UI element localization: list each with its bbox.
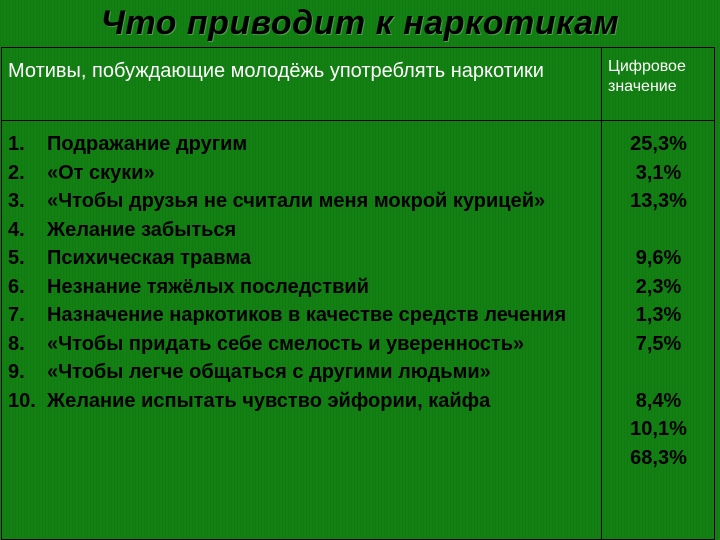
value-cell: 10,1%: [630, 418, 687, 440]
list-item: [8, 130, 596, 159]
list-item: [8, 387, 596, 416]
item-text: Психическая травма: [47, 247, 251, 269]
item-number: 4.: [8, 218, 25, 241]
header-value: Цифровое значение: [608, 58, 686, 95]
list-item: [8, 216, 596, 245]
item-number: 5.: [8, 247, 25, 269]
value-spacer: [602, 358, 715, 387]
item-text: Незнание тяжёлых последствий: [47, 275, 369, 298]
values-list: [602, 130, 715, 472]
slide-title: Что приводит к наркотикам: [100, 4, 620, 42]
item-text: «Чтобы придать себе смелость и уверенность»: [47, 332, 525, 355]
value-cell: 7,5%: [635, 332, 682, 355]
item-number: 1.: [8, 133, 25, 155]
list-item: [8, 187, 596, 216]
item-text: «Чтобы легче общаться с другими людьми»: [47, 361, 491, 383]
value-cell: 13,3%: [630, 190, 687, 212]
item-number: 10.: [8, 389, 36, 412]
item-number: 9.: [8, 361, 25, 383]
list-item: [8, 330, 596, 359]
list-item: [8, 159, 596, 188]
item-number: 3.: [8, 190, 25, 212]
value-cell: 1,3%: [635, 304, 682, 326]
header-divider: [2, 120, 714, 121]
item-text: Желание испытать чувство эйфории, кайфа: [47, 389, 491, 412]
value-cell: 3,1%: [635, 161, 682, 184]
item-number: 6.: [8, 275, 25, 298]
item-number: 8.: [8, 332, 25, 355]
motives-list: [8, 130, 596, 415]
item-text: «Чтобы друзья не считали меня мокрой курицей»: [47, 190, 546, 212]
value-cell: 8,4%: [635, 389, 682, 412]
item-number: 2.: [8, 161, 25, 184]
header-motives: Мотивы, побуждающие молодёжь употреблять наркотики: [8, 60, 544, 82]
item-text: Подражание другим: [47, 133, 248, 155]
value-cell: 25,3%: [630, 133, 687, 155]
list-item: [8, 273, 596, 302]
value-cell: 2,3%: [635, 275, 682, 298]
value-cell: 9,6%: [635, 247, 682, 269]
item-text: Желание забыться: [47, 218, 237, 241]
value-spacer: [602, 216, 715, 245]
item-text: Назначение наркотиков в качестве средств лечения: [47, 304, 567, 326]
motives-table: [1, 47, 715, 540]
list-item: [8, 358, 596, 387]
list-item: [8, 301, 596, 330]
item-number: 7.: [8, 304, 25, 326]
value-cell: 68,3%: [630, 446, 687, 469]
list-item: [8, 244, 596, 273]
item-text: «От скуки»: [47, 161, 155, 184]
